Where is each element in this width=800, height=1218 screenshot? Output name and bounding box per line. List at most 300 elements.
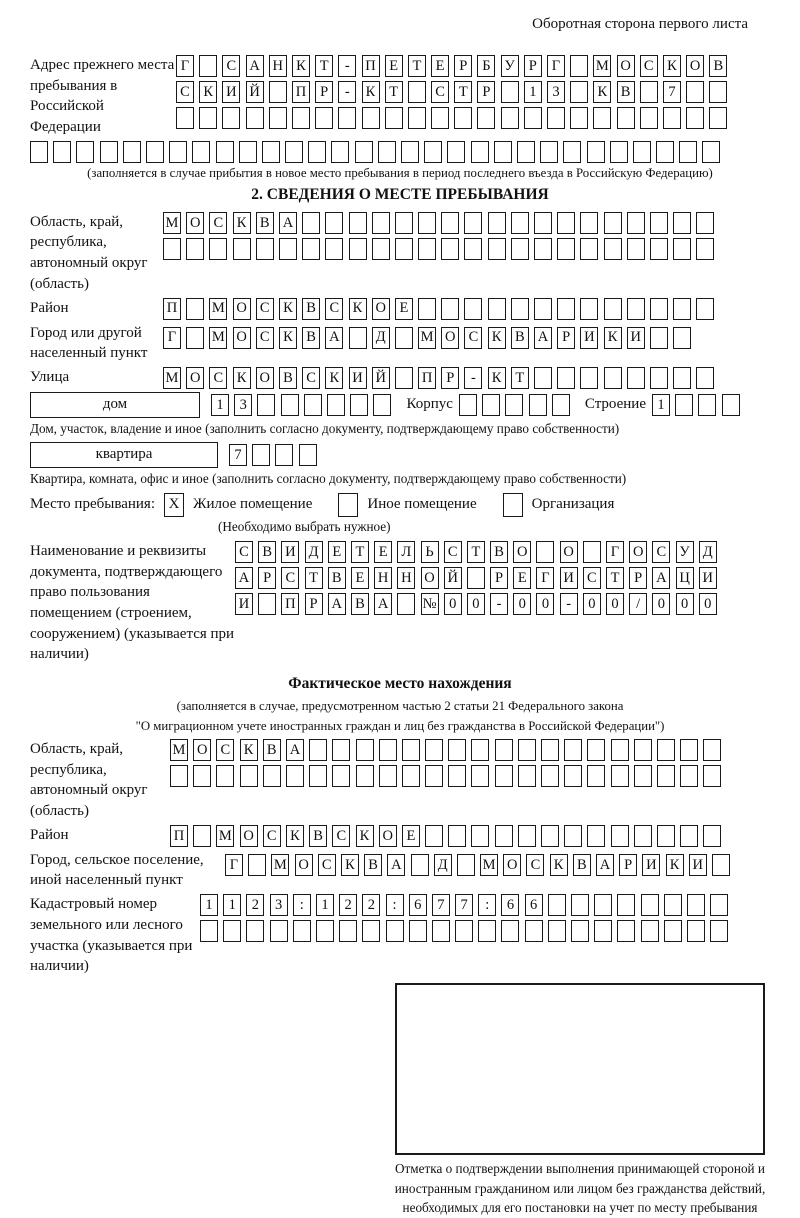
char-cell[interactable] (696, 212, 714, 234)
char-cell[interactable] (362, 107, 380, 129)
char-cell[interactable] (640, 107, 658, 129)
char-cell[interactable] (722, 394, 740, 416)
char-cell[interactable]: В (573, 854, 591, 876)
char-cell[interactable]: П (418, 367, 436, 389)
char-cell[interactable]: Р (557, 327, 575, 349)
char-cell[interactable]: П (170, 825, 188, 847)
char-cell[interactable] (100, 141, 118, 163)
char-cell[interactable] (246, 920, 264, 942)
char-cell[interactable]: У (676, 541, 694, 563)
char-cell[interactable]: 2 (246, 894, 264, 916)
char-cell[interactable] (673, 367, 691, 389)
char-cell[interactable] (256, 238, 274, 260)
char-cell[interactable]: М (209, 298, 227, 320)
char-cell[interactable]: 7 (229, 444, 247, 466)
char-cell[interactable]: - (560, 593, 578, 615)
char-cell[interactable]: В (309, 825, 327, 847)
char-cell[interactable]: В (351, 593, 369, 615)
char-cell[interactable]: Н (374, 567, 392, 589)
char-cell[interactable]: К (233, 367, 251, 389)
char-cell[interactable] (710, 920, 728, 942)
char-cell[interactable] (488, 212, 506, 234)
char-cell[interactable] (316, 920, 334, 942)
char-cell[interactable]: Г (547, 55, 565, 77)
char-cell[interactable]: М (170, 739, 188, 761)
char-cell[interactable]: С (318, 854, 336, 876)
char-cell[interactable]: К (488, 327, 506, 349)
char-cell[interactable]: С (444, 541, 462, 563)
char-cell[interactable]: - (464, 367, 482, 389)
char-cell[interactable] (587, 765, 605, 787)
char-cell[interactable] (703, 739, 721, 761)
char-cell[interactable] (650, 327, 668, 349)
char-cell[interactable] (395, 327, 413, 349)
char-cell[interactable]: № (421, 593, 439, 615)
char-cell[interactable]: 7 (432, 894, 450, 916)
char-cell[interactable] (552, 394, 570, 416)
char-cell[interactable]: В (617, 81, 635, 103)
char-cell[interactable] (541, 739, 559, 761)
char-cell[interactable] (518, 825, 536, 847)
char-cell[interactable] (200, 920, 218, 942)
char-cell[interactable] (216, 765, 234, 787)
char-cell[interactable]: К (550, 854, 568, 876)
char-cell[interactable] (495, 739, 513, 761)
char-cell[interactable]: С (176, 81, 194, 103)
char-cell[interactable]: К (593, 81, 611, 103)
char-cell[interactable]: Т (408, 55, 426, 77)
char-cell[interactable] (488, 238, 506, 260)
char-cell[interactable]: 0 (699, 593, 717, 615)
char-cell[interactable]: И (580, 327, 598, 349)
char-cell[interactable] (594, 894, 612, 916)
char-cell[interactable]: И (349, 367, 367, 389)
char-cell[interactable] (349, 212, 367, 234)
char-cell[interactable] (457, 854, 475, 876)
char-cell[interactable]: В (364, 854, 382, 876)
char-cell[interactable] (270, 920, 288, 942)
char-cell[interactable] (356, 765, 374, 787)
char-cell[interactable]: С (209, 367, 227, 389)
char-cell[interactable] (431, 107, 449, 129)
char-cell[interactable]: Д (372, 327, 390, 349)
char-cell[interactable] (53, 141, 71, 163)
char-cell[interactable] (571, 894, 589, 916)
char-cell[interactable]: К (286, 825, 304, 847)
char-cell[interactable]: 0 (606, 593, 624, 615)
char-cell[interactable] (650, 238, 668, 260)
char-cell[interactable] (193, 765, 211, 787)
char-cell[interactable]: 2 (339, 894, 357, 916)
char-cell[interactable]: М (480, 854, 498, 876)
char-cell[interactable]: А (534, 327, 552, 349)
char-cell[interactable] (409, 920, 427, 942)
char-cell[interactable]: А (246, 55, 264, 77)
char-cell[interactable]: К (325, 367, 343, 389)
char-cell[interactable] (563, 141, 581, 163)
char-cell[interactable]: 3 (234, 394, 252, 416)
char-cell[interactable] (471, 825, 489, 847)
char-cell[interactable]: Й (444, 567, 462, 589)
char-cell[interactable] (192, 141, 210, 163)
char-cell[interactable]: И (560, 567, 578, 589)
char-cell[interactable] (163, 238, 181, 260)
char-cell[interactable] (657, 765, 675, 787)
char-cell[interactable] (441, 238, 459, 260)
char-cell[interactable] (397, 593, 415, 615)
char-cell[interactable]: Ь (421, 541, 439, 563)
char-cell[interactable]: Н (397, 567, 415, 589)
char-cell[interactable] (315, 107, 333, 129)
char-cell[interactable]: М (209, 327, 227, 349)
char-cell[interactable] (239, 141, 257, 163)
char-cell[interactable]: С (235, 541, 253, 563)
char-cell[interactable]: Р (258, 567, 276, 589)
char-cell[interactable]: К (240, 739, 258, 761)
char-cell[interactable] (495, 825, 513, 847)
char-cell[interactable] (464, 212, 482, 234)
char-cell[interactable] (471, 739, 489, 761)
char-cell[interactable] (524, 107, 542, 129)
char-cell[interactable]: 0 (536, 593, 554, 615)
char-cell[interactable] (441, 298, 459, 320)
char-cell[interactable] (209, 238, 227, 260)
char-cell[interactable]: В (490, 541, 508, 563)
char-cell[interactable] (408, 107, 426, 129)
char-cell[interactable]: Т (385, 81, 403, 103)
char-cell[interactable] (418, 212, 436, 234)
char-cell[interactable] (386, 920, 404, 942)
char-cell[interactable]: П (292, 81, 310, 103)
char-cell[interactable]: Д (434, 854, 452, 876)
char-cell[interactable]: О (186, 367, 204, 389)
char-cell[interactable]: Р (315, 81, 333, 103)
char-cell[interactable]: Е (351, 567, 369, 589)
char-cell[interactable] (634, 825, 652, 847)
char-cell[interactable] (418, 238, 436, 260)
char-cell[interactable] (292, 107, 310, 129)
char-cell[interactable] (571, 920, 589, 942)
char-cell[interactable]: Т (315, 55, 333, 77)
char-cell[interactable] (455, 920, 473, 942)
char-cell[interactable] (564, 765, 582, 787)
char-cell[interactable] (617, 894, 635, 916)
char-cell[interactable] (611, 765, 629, 787)
char-cell[interactable] (459, 394, 477, 416)
char-cell[interactable] (252, 444, 270, 466)
char-cell[interactable] (617, 107, 635, 129)
char-cell[interactable]: 1 (652, 394, 670, 416)
char-cell[interactable]: Е (513, 567, 531, 589)
char-cell[interactable]: О (233, 298, 251, 320)
char-cell[interactable]: О (441, 327, 459, 349)
char-cell[interactable] (583, 541, 601, 563)
char-cell[interactable]: В (263, 739, 281, 761)
char-cell[interactable] (454, 107, 472, 129)
char-cell[interactable] (327, 394, 345, 416)
char-cell[interactable] (664, 894, 682, 916)
char-cell[interactable] (534, 298, 552, 320)
char-cell[interactable]: И (627, 327, 645, 349)
char-cell[interactable]: И (689, 854, 707, 876)
char-cell[interactable]: Р (454, 55, 472, 77)
char-cell[interactable] (617, 920, 635, 942)
char-cell[interactable] (570, 81, 588, 103)
char-cell[interactable]: Е (395, 298, 413, 320)
char-cell[interactable] (517, 141, 535, 163)
char-cell[interactable]: Е (374, 541, 392, 563)
char-cell[interactable] (570, 107, 588, 129)
char-cell[interactable]: : (478, 894, 496, 916)
char-cell[interactable]: В (256, 212, 274, 234)
char-cell[interactable] (650, 367, 668, 389)
char-cell[interactable]: О (686, 55, 704, 77)
char-cell[interactable] (425, 739, 443, 761)
char-cell[interactable]: 1 (316, 894, 334, 916)
char-cell[interactable] (680, 739, 698, 761)
char-cell[interactable] (604, 367, 622, 389)
char-cell[interactable]: М (593, 55, 611, 77)
char-cell[interactable] (557, 298, 575, 320)
char-cell[interactable]: С (222, 55, 240, 77)
char-cell[interactable] (248, 854, 266, 876)
char-cell[interactable]: С (216, 739, 234, 761)
char-cell[interactable]: 0 (467, 593, 485, 615)
char-cell[interactable] (257, 394, 275, 416)
char-cell[interactable] (604, 212, 622, 234)
char-cell[interactable] (302, 212, 320, 234)
char-cell[interactable] (696, 298, 714, 320)
char-cell[interactable]: - (338, 55, 356, 77)
char-cell[interactable]: Е (385, 55, 403, 77)
char-cell[interactable] (534, 212, 552, 234)
char-cell[interactable] (547, 107, 565, 129)
char-cell[interactable]: 1 (211, 394, 229, 416)
char-cell[interactable] (675, 394, 693, 416)
char-cell[interactable] (650, 212, 668, 234)
char-cell[interactable]: 0 (513, 593, 531, 615)
char-cell[interactable] (627, 238, 645, 260)
char-cell[interactable]: В (511, 327, 529, 349)
char-cell[interactable] (331, 141, 349, 163)
char-cell[interactable]: О (372, 298, 390, 320)
char-cell[interactable]: К (663, 55, 681, 77)
char-cell[interactable] (199, 107, 217, 129)
char-cell[interactable]: И (699, 567, 717, 589)
char-cell[interactable]: О (233, 327, 251, 349)
char-cell[interactable] (401, 141, 419, 163)
char-cell[interactable]: П (163, 298, 181, 320)
char-cell[interactable]: С (281, 567, 299, 589)
char-cell[interactable] (686, 81, 704, 103)
char-cell[interactable] (540, 141, 558, 163)
char-cell[interactable]: П (362, 55, 380, 77)
char-cell[interactable] (641, 920, 659, 942)
char-cell[interactable] (193, 825, 211, 847)
char-cell[interactable]: Р (629, 567, 647, 589)
char-cell[interactable]: 0 (444, 593, 462, 615)
char-cell[interactable] (373, 394, 391, 416)
char-cell[interactable] (673, 298, 691, 320)
house-type-box[interactable]: дом (30, 392, 200, 418)
char-cell[interactable] (467, 567, 485, 589)
char-cell[interactable] (580, 212, 598, 234)
char-cell[interactable] (123, 141, 141, 163)
char-cell[interactable]: С (332, 825, 350, 847)
char-cell[interactable]: А (652, 567, 670, 589)
char-cell[interactable] (269, 81, 287, 103)
char-cell[interactable] (285, 141, 303, 163)
char-cell[interactable]: В (709, 55, 727, 77)
char-cell[interactable]: А (374, 593, 392, 615)
char-cell[interactable]: С (256, 298, 274, 320)
char-cell[interactable]: 0 (583, 593, 601, 615)
char-cell[interactable]: Т (454, 81, 472, 103)
char-cell[interactable]: С (263, 825, 281, 847)
char-cell[interactable] (627, 367, 645, 389)
char-cell[interactable]: К (233, 212, 251, 234)
char-cell[interactable] (349, 327, 367, 349)
char-cell[interactable] (702, 141, 720, 163)
char-cell[interactable] (710, 894, 728, 916)
char-cell[interactable] (557, 238, 575, 260)
char-cell[interactable]: 1 (200, 894, 218, 916)
char-cell[interactable]: 7 (663, 81, 681, 103)
char-cell[interactable] (709, 107, 727, 129)
char-cell[interactable] (656, 141, 674, 163)
char-cell[interactable] (610, 141, 628, 163)
char-cell[interactable]: М (163, 212, 181, 234)
char-cell[interactable]: К (292, 55, 310, 77)
char-cell[interactable] (408, 81, 426, 103)
char-cell[interactable] (495, 765, 513, 787)
checkbox-residential[interactable]: X (164, 493, 184, 517)
char-cell[interactable] (627, 298, 645, 320)
char-cell[interactable]: В (279, 367, 297, 389)
char-cell[interactable] (395, 367, 413, 389)
char-cell[interactable] (302, 238, 320, 260)
char-cell[interactable] (263, 765, 281, 787)
char-cell[interactable]: Р (305, 593, 323, 615)
char-cell[interactable] (385, 107, 403, 129)
char-cell[interactable]: С (431, 81, 449, 103)
char-cell[interactable]: О (617, 55, 635, 77)
char-cell[interactable]: : (293, 894, 311, 916)
char-cell[interactable]: М (271, 854, 289, 876)
char-cell[interactable]: Р (524, 55, 542, 77)
char-cell[interactable]: А (286, 739, 304, 761)
char-cell[interactable] (557, 212, 575, 234)
char-cell[interactable]: 7 (455, 894, 473, 916)
char-cell[interactable] (593, 107, 611, 129)
char-cell[interactable]: Г (606, 541, 624, 563)
char-cell[interactable]: С (464, 327, 482, 349)
char-cell[interactable]: О (256, 367, 274, 389)
char-cell[interactable]: 1 (524, 81, 542, 103)
char-cell[interactable] (379, 739, 397, 761)
char-cell[interactable]: Т (606, 567, 624, 589)
char-cell[interactable] (199, 55, 217, 77)
apartment-type-box[interactable]: квартира (30, 442, 218, 468)
char-cell[interactable] (425, 825, 443, 847)
char-cell[interactable]: Р (477, 81, 495, 103)
char-cell[interactable] (349, 238, 367, 260)
char-cell[interactable]: К (279, 298, 297, 320)
char-cell[interactable]: Е (431, 55, 449, 77)
char-cell[interactable] (30, 141, 48, 163)
char-cell[interactable] (664, 920, 682, 942)
char-cell[interactable] (511, 238, 529, 260)
char-cell[interactable] (223, 920, 241, 942)
char-cell[interactable]: Г (163, 327, 181, 349)
char-cell[interactable] (634, 739, 652, 761)
char-cell[interactable] (395, 238, 413, 260)
char-cell[interactable] (169, 141, 187, 163)
char-cell[interactable]: Д (699, 541, 717, 563)
char-cell[interactable] (355, 141, 373, 163)
char-cell[interactable] (425, 765, 443, 787)
char-cell[interactable]: Р (490, 567, 508, 589)
char-cell[interactable]: / (629, 593, 647, 615)
char-cell[interactable] (432, 920, 450, 942)
char-cell[interactable] (379, 765, 397, 787)
char-cell[interactable]: Р (619, 854, 637, 876)
char-cell[interactable] (146, 141, 164, 163)
char-cell[interactable] (222, 107, 240, 129)
char-cell[interactable] (680, 765, 698, 787)
char-cell[interactable] (680, 825, 698, 847)
char-cell[interactable] (641, 894, 659, 916)
char-cell[interactable] (580, 238, 598, 260)
char-cell[interactable] (240, 765, 258, 787)
char-cell[interactable] (246, 107, 264, 129)
char-cell[interactable]: А (328, 593, 346, 615)
char-cell[interactable] (548, 894, 566, 916)
char-cell[interactable] (76, 141, 94, 163)
char-cell[interactable]: - (490, 593, 508, 615)
checkbox-other-premises[interactable] (338, 493, 358, 517)
char-cell[interactable] (447, 141, 465, 163)
char-cell[interactable] (679, 141, 697, 163)
char-cell[interactable] (286, 765, 304, 787)
char-cell[interactable]: Г (176, 55, 194, 77)
char-cell[interactable] (471, 765, 489, 787)
char-cell[interactable]: В (328, 567, 346, 589)
char-cell[interactable]: С (325, 298, 343, 320)
char-cell[interactable] (587, 825, 605, 847)
char-cell[interactable]: 3 (547, 81, 565, 103)
char-cell[interactable] (424, 141, 442, 163)
char-cell[interactable] (580, 367, 598, 389)
char-cell[interactable] (395, 212, 413, 234)
char-cell[interactable] (309, 739, 327, 761)
char-cell[interactable]: О (629, 541, 647, 563)
char-cell[interactable] (350, 394, 368, 416)
char-cell[interactable]: А (596, 854, 614, 876)
char-cell[interactable]: С (526, 854, 544, 876)
char-cell[interactable] (687, 894, 705, 916)
char-cell[interactable] (518, 739, 536, 761)
char-cell[interactable]: С (640, 55, 658, 77)
char-cell[interactable] (518, 765, 536, 787)
char-cell[interactable] (309, 765, 327, 787)
char-cell[interactable] (511, 212, 529, 234)
char-cell[interactable]: С (302, 367, 320, 389)
char-cell[interactable]: Е (402, 825, 420, 847)
char-cell[interactable] (501, 920, 519, 942)
char-cell[interactable]: А (325, 327, 343, 349)
char-cell[interactable] (478, 920, 496, 942)
